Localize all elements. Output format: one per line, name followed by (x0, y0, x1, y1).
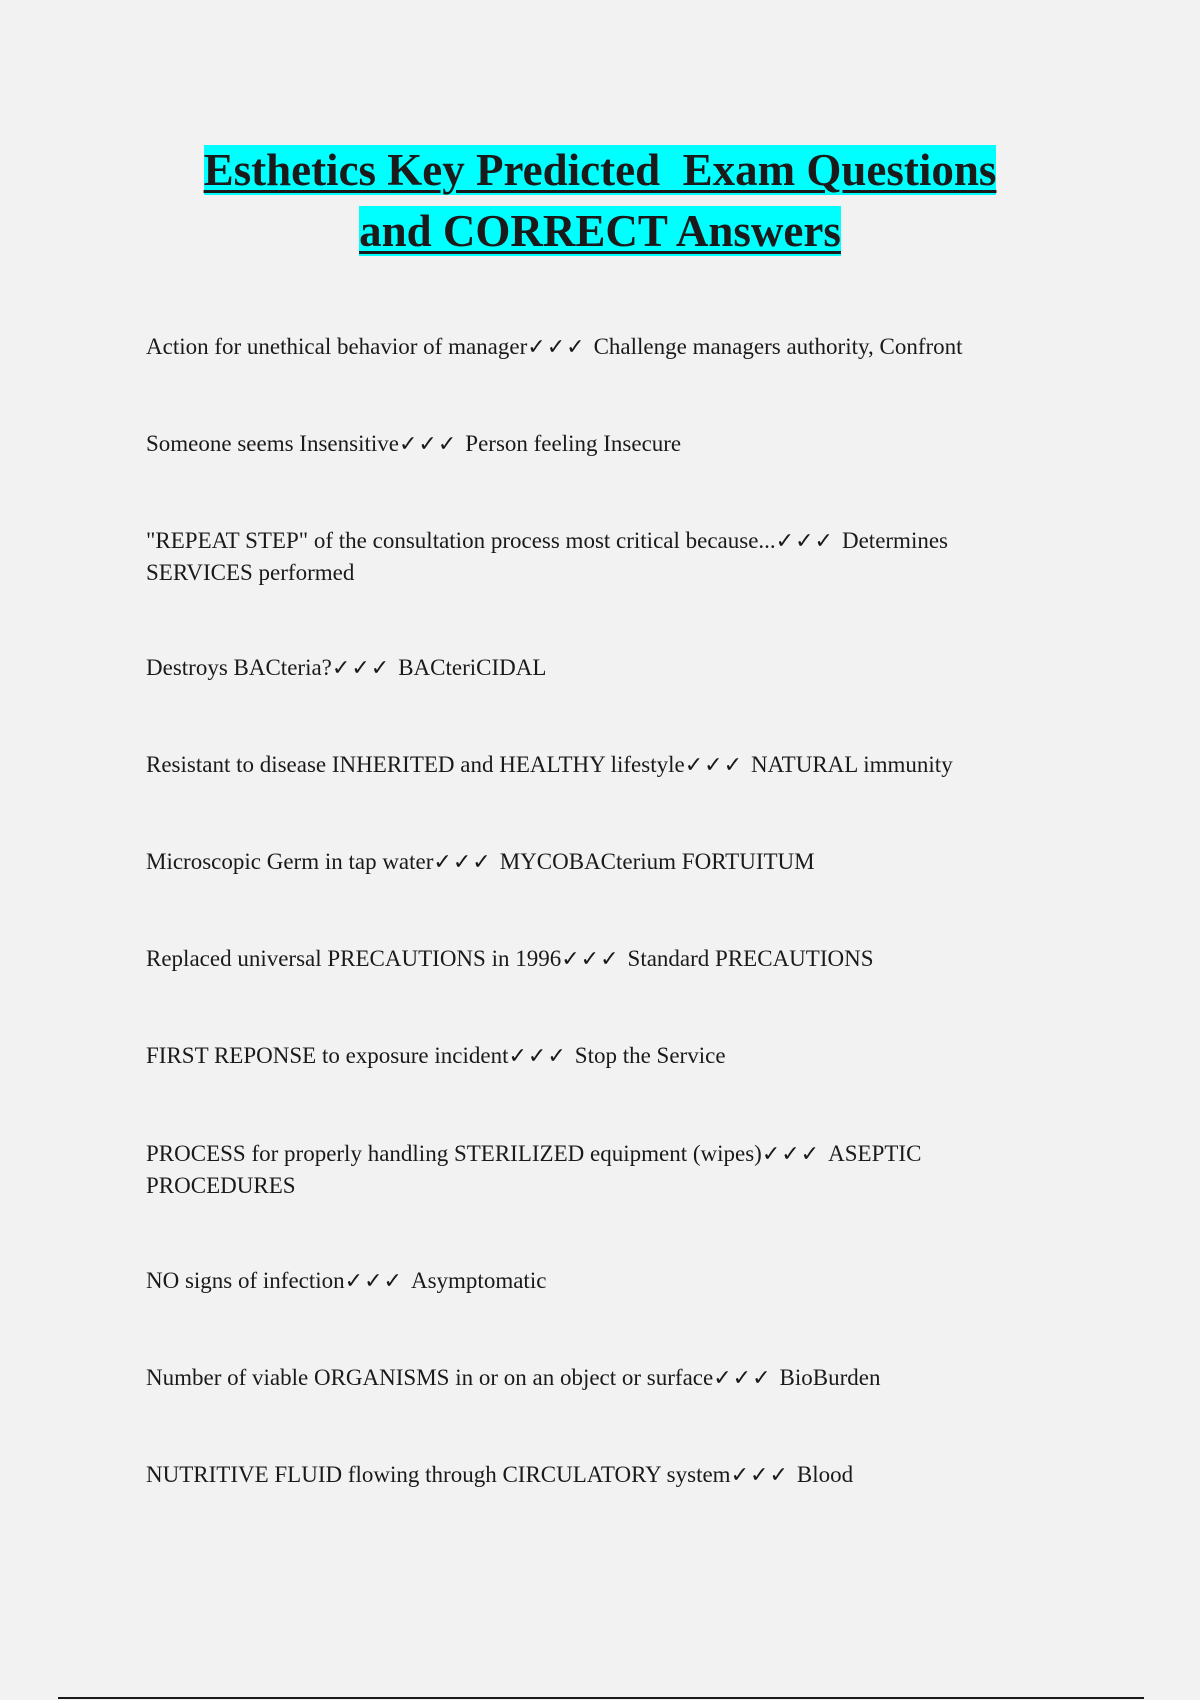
question-text: Someone seems Insensitive (146, 431, 399, 456)
answer-text: Stop the Service (574, 1043, 726, 1068)
check-marks: ✓✓✓ (730, 1463, 789, 1488)
qa-item (146, 749, 1026, 781)
qa-item (146, 1265, 1026, 1297)
question-text: Number of viable ORGANISMS in or on an object or surface (146, 1365, 714, 1390)
check-marks: ✓✓✓ (561, 947, 620, 972)
qa-item (146, 428, 1026, 460)
check-marks: ✓✓✓ (761, 1142, 821, 1167)
qa-item (146, 525, 1026, 588)
check-marks: ✓✓✓ (344, 1269, 403, 1294)
check-marks: ✓✓✓ (527, 335, 586, 360)
question-text: Resistant to disease INHERITED and HEALTHY lifestyle (146, 752, 685, 777)
qa-item (146, 1138, 1026, 1201)
question-text: Microscopic Germ in tap water (146, 849, 434, 874)
question-text: Destroys BACteria? (146, 655, 332, 680)
answer-text: Standard PRECAUTIONS (627, 946, 874, 971)
answer-text: BioBurden (779, 1365, 881, 1390)
check-marks: ✓✓✓ (398, 432, 458, 457)
qa-item (146, 846, 1026, 878)
check-marks: ✓✓✓ (713, 1366, 772, 1391)
answer-text: ASEPTIC PROCEDURES (146, 1141, 922, 1198)
answer-text: MYCOBACterium FORTUITUM (499, 849, 815, 874)
question-text: "REPEAT STEP" of the consultation process most critical because... (146, 528, 776, 553)
question-text: PROCESS for properly handling STERILIZED equipment (wipes) (146, 1141, 762, 1166)
question-text: Replaced universal PRECAUTIONS in 1996 (146, 946, 562, 971)
answer-text: BACteriCIDAL (398, 655, 547, 680)
check-marks: ✓✓✓ (684, 753, 744, 778)
qa-item (146, 331, 1026, 363)
document-title (0, 140, 1200, 262)
qa-item (146, 1362, 1026, 1394)
answer-text: NATURAL immunity (751, 752, 953, 777)
answer-text: Blood (796, 1462, 854, 1487)
check-marks: ✓✓✓ (775, 529, 834, 554)
answer-text: Determines SERVICES performed (146, 528, 948, 585)
answer-text: Challenge managers authority, Confront (593, 334, 963, 359)
question-text: NUTRITIVE FLUID flowing through CIRCULATORY system (146, 1462, 731, 1487)
check-marks: ✓✓✓ (433, 850, 492, 875)
qa-item (146, 652, 1026, 684)
answer-text: Asymptomatic (410, 1268, 547, 1293)
qa-item (146, 943, 1026, 975)
question-text: NO signs of infection (146, 1268, 345, 1293)
title-line-1: Esthetics Key Predicted Exam Questions (203, 145, 997, 195)
qa-item (146, 1459, 1026, 1491)
check-marks: ✓✓✓ (331, 656, 391, 681)
question-text: FIRST REPONSE to exposure incident (146, 1043, 509, 1068)
answer-text: Person feeling Insecure (465, 431, 682, 456)
qa-item (146, 1040, 1026, 1072)
check-marks: ✓✓✓ (508, 1044, 567, 1069)
footer-rule (58, 1697, 1144, 1699)
title-line-2: and CORRECT Answers (359, 206, 841, 256)
question-text: Action for unethical behavior of manager (146, 334, 528, 359)
